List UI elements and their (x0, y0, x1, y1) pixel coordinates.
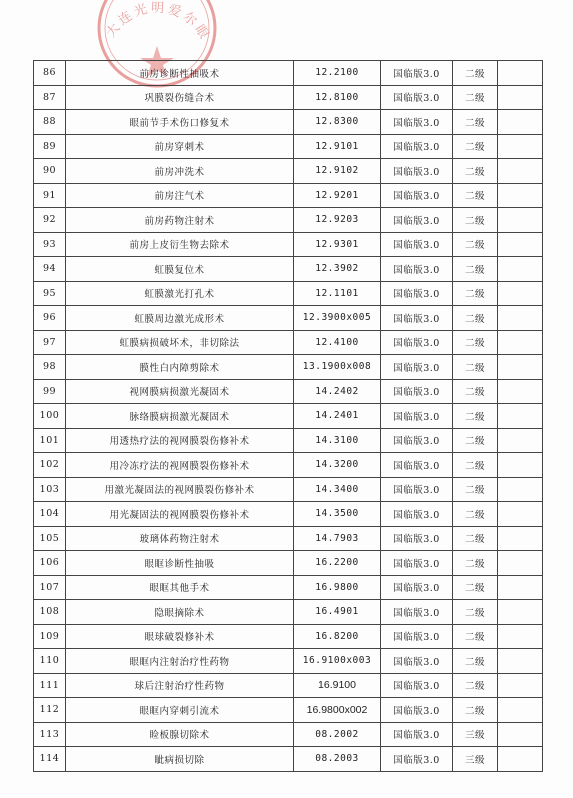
note-cell (498, 330, 543, 355)
procedure-code-cell: 14.3500 (294, 502, 381, 527)
procedure-name-cell: 睑板腺切除术 (66, 722, 294, 747)
code-version-cell: 国临版3.0 (381, 379, 453, 404)
procedure-name-cell: 脉络膜病损激光凝固术 (66, 404, 294, 429)
surgery-level-cell: 二级 (453, 159, 498, 184)
row-number-cell: 107 (34, 575, 66, 600)
table-row (34, 159, 543, 184)
note-cell (498, 477, 543, 502)
note-cell (498, 698, 543, 723)
procedure-table (33, 60, 543, 772)
procedure-name-cell: 眼眶内注射治疗性药物 (66, 649, 294, 674)
procedure-name-cell: 球后注射治疗性药物 (66, 673, 294, 698)
code-version-cell: 国临版3.0 (381, 477, 453, 502)
row-number-cell: 100 (34, 404, 66, 429)
code-version-cell: 国临版3.0 (381, 159, 453, 184)
code-version-cell: 国临版3.0 (381, 232, 453, 257)
code-version-cell: 国临版3.0 (381, 428, 453, 453)
code-version-cell: 国临版3.0 (381, 673, 453, 698)
row-number-cell: 93 (34, 232, 66, 257)
note-cell (498, 257, 543, 282)
row-number-cell: 91 (34, 183, 66, 208)
procedure-name-cell: 前房上皮衍生物去除术 (66, 232, 294, 257)
surgery-level-cell: 二级 (453, 306, 498, 331)
surgery-level-cell: 二级 (453, 183, 498, 208)
row-number-cell: 90 (34, 159, 66, 184)
table-row (34, 404, 543, 429)
procedure-code-cell: 14.2402 (294, 379, 381, 404)
procedure-code-cell: 16.9800x002 (294, 698, 381, 723)
code-version-cell: 国临版3.0 (381, 330, 453, 355)
procedure-name-cell: 眼前节手术伤口修复术 (66, 110, 294, 135)
code-version-cell: 国临版3.0 (381, 575, 453, 600)
note-cell (498, 134, 543, 159)
surgery-level-cell: 二级 (453, 404, 498, 429)
table-row (34, 673, 543, 698)
code-version-cell: 国临版3.0 (381, 404, 453, 429)
surgery-level-cell: 二级 (453, 649, 498, 674)
surgery-level-cell: 二级 (453, 355, 498, 380)
procedure-code-cell: 13.1900x008 (294, 355, 381, 380)
procedure-name-cell: 前房诊断性抽吸术 (66, 61, 294, 86)
procedure-code-cell: 14.3100 (294, 428, 381, 453)
note-cell (498, 379, 543, 404)
code-version-cell: 国临版3.0 (381, 600, 453, 625)
code-version-cell: 国临版3.0 (381, 747, 453, 772)
code-version-cell: 国临版3.0 (381, 649, 453, 674)
procedure-name-cell: 前房药物注射术 (66, 208, 294, 233)
code-version-cell: 国临版3.0 (381, 526, 453, 551)
procedure-name-cell: 用透热疗法的视网膜裂伤修补术 (66, 428, 294, 453)
code-version-cell: 国临版3.0 (381, 551, 453, 576)
surgery-level-cell: 二级 (453, 526, 498, 551)
procedure-name-cell: 巩膜裂伤缝合术 (66, 85, 294, 110)
table-row (34, 379, 543, 404)
procedure-name-cell: 前房冲洗术 (66, 159, 294, 184)
note-cell (498, 673, 543, 698)
code-version-cell: 国临版3.0 (381, 85, 453, 110)
procedure-code-cell: 14.3400 (294, 477, 381, 502)
row-number-cell: 101 (34, 428, 66, 453)
code-version-cell: 国临版3.0 (381, 208, 453, 233)
table-row (34, 61, 543, 86)
procedure-code-cell: 16.4901 (294, 600, 381, 625)
procedure-code-cell: 16.8200 (294, 624, 381, 649)
code-version-cell: 国临版3.0 (381, 624, 453, 649)
row-number-cell: 104 (34, 502, 66, 527)
table-row (34, 477, 543, 502)
procedure-code-cell: 12.2100 (294, 61, 381, 86)
row-number-cell: 111 (34, 673, 66, 698)
code-version-cell: 国临版3.0 (381, 61, 453, 86)
code-version-cell: 国临版3.0 (381, 134, 453, 159)
surgery-level-cell: 二级 (453, 61, 498, 86)
surgery-level-cell: 三级 (453, 747, 498, 772)
surgery-level-cell: 二级 (453, 232, 498, 257)
table-row (34, 747, 543, 772)
note-cell (498, 183, 543, 208)
note-cell (498, 232, 543, 257)
table-row (34, 698, 543, 723)
procedure-code-cell: 08.2003 (294, 747, 381, 772)
procedure-code-cell: 12.3900x005 (294, 306, 381, 331)
surgery-level-cell: 二级 (453, 502, 498, 527)
code-version-cell: 国临版3.0 (381, 110, 453, 135)
code-version-cell: 国临版3.0 (381, 306, 453, 331)
table-row (34, 575, 543, 600)
procedure-name-cell: 眼眶其他手术 (66, 575, 294, 600)
code-version-cell: 国临版3.0 (381, 698, 453, 723)
row-number-cell: 105 (34, 526, 66, 551)
procedure-code-cell: 08.2002 (294, 722, 381, 747)
row-number-cell: 112 (34, 698, 66, 723)
table-row (34, 232, 543, 257)
note-cell (498, 649, 543, 674)
procedure-name-cell: 隐眼摘除术 (66, 600, 294, 625)
code-version-cell: 国临版3.0 (381, 355, 453, 380)
svg-text:大连光明爱尔眼科医院: 大连光明爱尔眼 (103, 0, 213, 45)
procedure-name-cell: 视网膜病损激光凝固术 (66, 379, 294, 404)
procedure-name-cell: 眼眶内穿刺引流术 (66, 698, 294, 723)
surgery-level-cell: 二级 (453, 624, 498, 649)
surgery-level-cell: 二级 (453, 673, 498, 698)
procedure-code-cell: 16.9100x003 (294, 649, 381, 674)
table-row (34, 526, 543, 551)
surgery-level-cell: 二级 (453, 600, 498, 625)
surgery-level-cell: 二级 (453, 698, 498, 723)
procedure-code-cell: 12.9201 (294, 183, 381, 208)
surgery-level-cell: 二级 (453, 281, 498, 306)
procedure-code-cell: 16.9100 (294, 673, 381, 698)
surgery-level-cell: 二级 (453, 330, 498, 355)
procedure-name-cell: 虹膜病损破坏术，非切除法 (66, 330, 294, 355)
surgery-level-cell: 二级 (453, 208, 498, 233)
procedure-name-cell: 虹膜周边激光成形术 (66, 306, 294, 331)
row-number-cell: 108 (34, 600, 66, 625)
table-row (34, 600, 543, 625)
procedure-code-cell: 12.4100 (294, 330, 381, 355)
code-version-cell: 国临版3.0 (381, 183, 453, 208)
surgery-level-cell: 二级 (453, 428, 498, 453)
note-cell (498, 355, 543, 380)
note-cell (498, 61, 543, 86)
procedure-name-cell: 用光凝固法的视网膜裂伤修补术 (66, 502, 294, 527)
row-number-cell: 109 (34, 624, 66, 649)
note-cell (498, 747, 543, 772)
surgery-level-cell: 二级 (453, 575, 498, 600)
note-cell (498, 159, 543, 184)
procedure-name-cell: 眼眶诊断性抽吸 (66, 551, 294, 576)
surgery-level-cell: 二级 (453, 85, 498, 110)
note-cell (498, 722, 543, 747)
procedure-code-cell: 12.1101 (294, 281, 381, 306)
note-cell (498, 306, 543, 331)
table-row (34, 624, 543, 649)
code-version-cell: 国临版3.0 (381, 502, 453, 527)
procedure-name-cell: 眼球破裂修补术 (66, 624, 294, 649)
note-cell (498, 600, 543, 625)
procedure-name-cell: 虹膜激光打孔术 (66, 281, 294, 306)
procedure-code-cell: 14.7903 (294, 526, 381, 551)
table-row (34, 183, 543, 208)
table-row (34, 355, 543, 380)
row-number-cell: 86 (34, 61, 66, 86)
note-cell (498, 526, 543, 551)
row-number-cell: 103 (34, 477, 66, 502)
row-number-cell: 114 (34, 747, 66, 772)
note-cell (498, 575, 543, 600)
code-version-cell: 国临版3.0 (381, 281, 453, 306)
note-cell (498, 281, 543, 306)
row-number-cell: 92 (34, 208, 66, 233)
table-row (34, 306, 543, 331)
table-row (34, 722, 543, 747)
table-row (34, 257, 543, 282)
row-number-cell: 113 (34, 722, 66, 747)
row-number-cell: 110 (34, 649, 66, 674)
note-cell (498, 85, 543, 110)
procedure-code-cell: 14.3200 (294, 453, 381, 478)
row-number-cell: 94 (34, 257, 66, 282)
procedure-name-cell: 眦病损切除 (66, 747, 294, 772)
procedure-code-cell: 12.9102 (294, 159, 381, 184)
procedure-code-cell: 12.9101 (294, 134, 381, 159)
note-cell (498, 208, 543, 233)
table-row (34, 134, 543, 159)
surgery-level-cell: 二级 (453, 257, 498, 282)
table-row (34, 208, 543, 233)
row-number-cell: 97 (34, 330, 66, 355)
code-version-cell: 国临版3.0 (381, 257, 453, 282)
procedure-code-cell: 16.2200 (294, 551, 381, 576)
row-number-cell: 95 (34, 281, 66, 306)
note-cell (498, 453, 543, 478)
surgery-level-cell: 二级 (453, 379, 498, 404)
table-row (34, 453, 543, 478)
procedure-name-cell: 前房注气术 (66, 183, 294, 208)
procedure-code-cell: 12.8100 (294, 85, 381, 110)
procedure-name-cell: 玻璃体药物注射术 (66, 526, 294, 551)
procedure-name-cell: 用冷冻疗法的视网膜裂伤修补术 (66, 453, 294, 478)
note-cell (498, 428, 543, 453)
procedure-name-cell: 膜性白内障剪除术 (66, 355, 294, 380)
table-row (34, 649, 543, 674)
note-cell (498, 502, 543, 527)
row-number-cell: 99 (34, 379, 66, 404)
row-number-cell: 98 (34, 355, 66, 380)
note-cell (498, 110, 543, 135)
procedure-code-cell: 12.3902 (294, 257, 381, 282)
table-row (34, 281, 543, 306)
procedure-name-cell: 前房穿刺术 (66, 134, 294, 159)
procedure-code-cell: 12.9203 (294, 208, 381, 233)
row-number-cell: 88 (34, 110, 66, 135)
table-row (34, 85, 543, 110)
row-number-cell: 106 (34, 551, 66, 576)
table-row (34, 428, 543, 453)
row-number-cell: 102 (34, 453, 66, 478)
table-row (34, 330, 543, 355)
note-cell (498, 404, 543, 429)
row-number-cell: 89 (34, 134, 66, 159)
procedure-name-cell: 虹膜复位术 (66, 257, 294, 282)
table-row (34, 551, 543, 576)
surgery-level-cell: 三级 (453, 722, 498, 747)
note-cell (498, 551, 543, 576)
procedure-name-cell: 用激光凝固法的视网膜裂伤修补术 (66, 477, 294, 502)
table-row (34, 110, 543, 135)
surgery-level-cell: 二级 (453, 110, 498, 135)
code-version-cell: 国临版3.0 (381, 722, 453, 747)
procedure-code-cell: 14.2401 (294, 404, 381, 429)
row-number-cell: 96 (34, 306, 66, 331)
table-row (34, 502, 543, 527)
row-number-cell: 87 (34, 85, 66, 110)
procedure-code-cell: 12.9301 (294, 232, 381, 257)
note-cell (498, 624, 543, 649)
surgery-level-cell: 二级 (453, 134, 498, 159)
surgery-level-cell: 二级 (453, 453, 498, 478)
code-version-cell: 国临版3.0 (381, 453, 453, 478)
surgery-level-cell: 二级 (453, 551, 498, 576)
procedure-code-cell: 16.9800 (294, 575, 381, 600)
surgery-level-cell: 二级 (453, 477, 498, 502)
procedure-code-cell: 12.8300 (294, 110, 381, 135)
